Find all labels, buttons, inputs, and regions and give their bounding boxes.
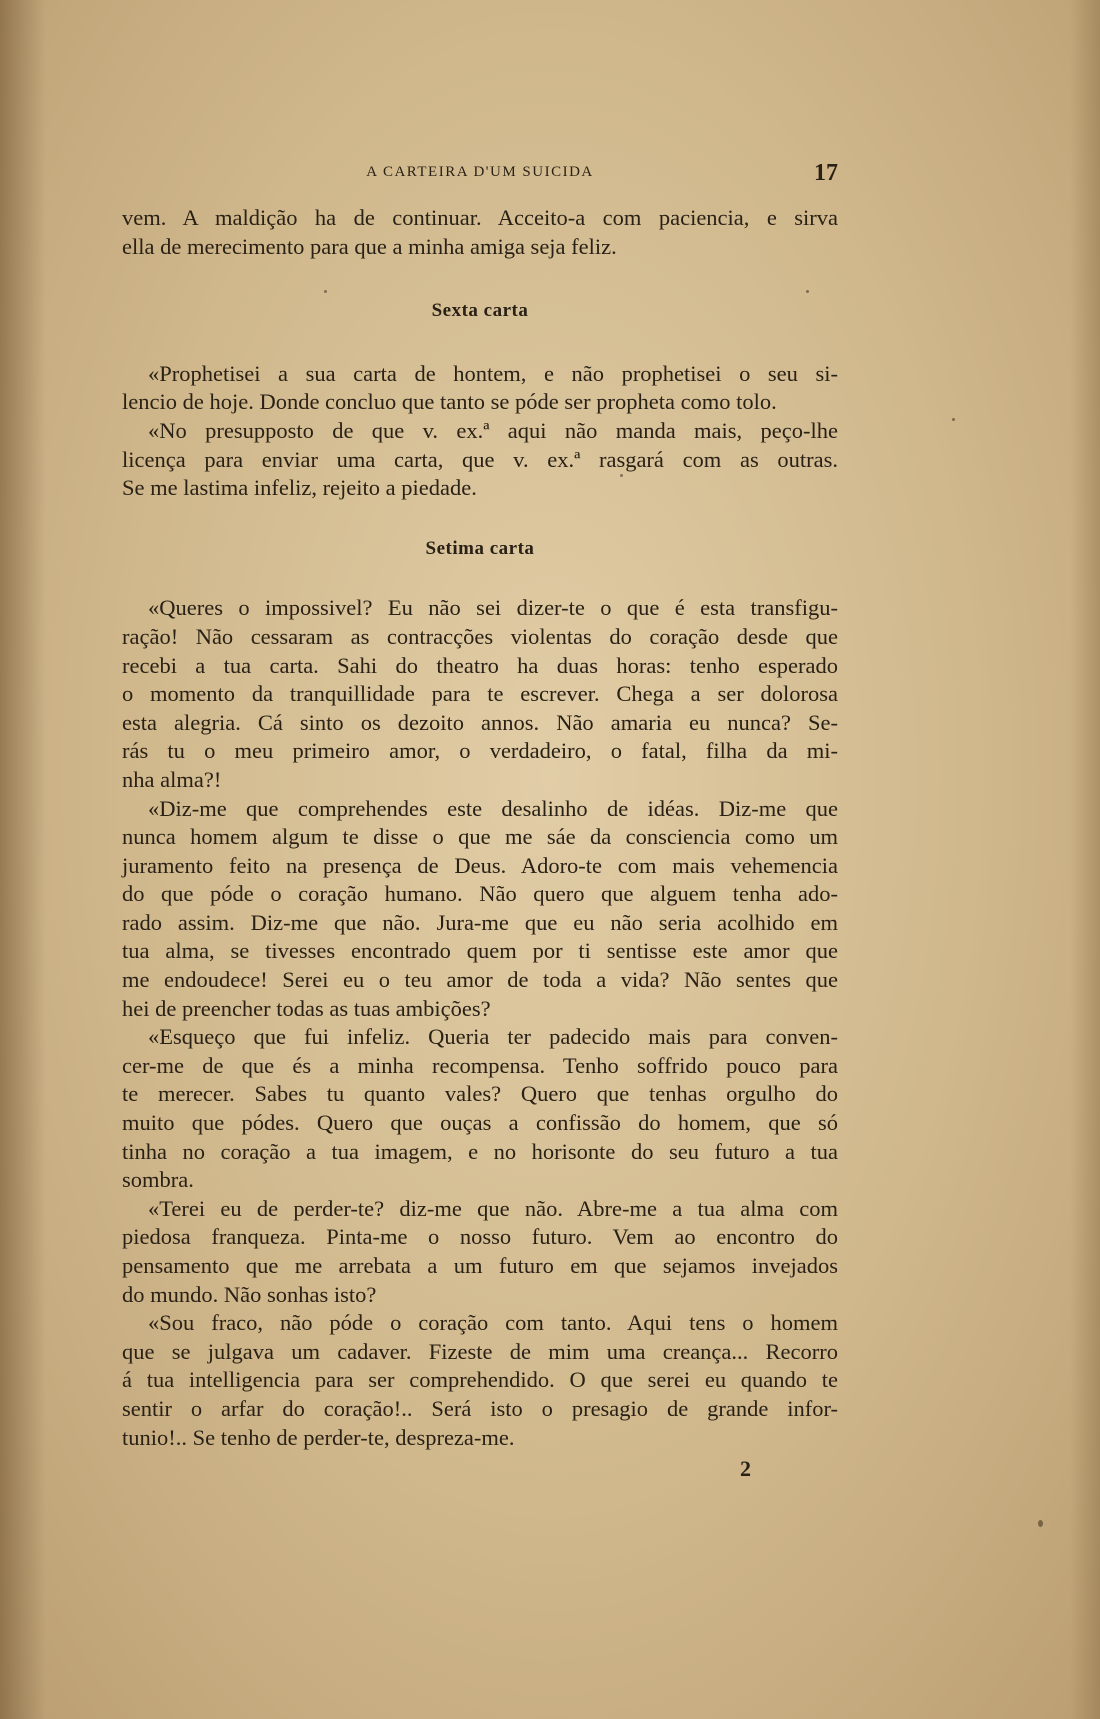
page-header xyxy=(122,160,838,190)
text-line: do mundo. Não sonhas isto? xyxy=(122,1281,377,1307)
text-line: tunio!.. Se tenho de perder-te, despreza-me. xyxy=(122,1424,515,1450)
text-line: esta alegria. Cá sinto os dezoito annos. Não amaria eu nunca? Se- xyxy=(122,709,838,735)
text-line: «Sou fraco, não póde o coração com tanto. Aqui tens o homem xyxy=(148,1310,838,1336)
section-heading-setima-carta: Setima carta xyxy=(425,537,535,559)
text-line: nha alma?! xyxy=(122,766,222,792)
letter-paragraph xyxy=(122,417,838,503)
running-title: A CARTEIRA D'UM SUICIDA xyxy=(366,164,594,180)
text-line: ração! Não cessaram as contracções violentas do coração desde que xyxy=(122,623,838,649)
text-line: pensamento que me arrebata a um futuro em que sejamos invejados xyxy=(122,1253,838,1278)
letter-paragraph xyxy=(122,1195,838,1309)
page-shadow-right xyxy=(1070,0,1100,1719)
text-line: te merecer. Sabes tu quanto vales? Quero que tenhas orgulho do xyxy=(122,1081,838,1107)
text-line: rado assim. Diz-me que não. Jura-me que eu não seria acolhido em xyxy=(122,909,838,935)
intro-paragraph xyxy=(122,204,838,261)
text-line: sombra. xyxy=(122,1167,194,1193)
signature-mark: 2 xyxy=(740,1456,751,1481)
text-line: recebi a tua carta. Sahi do theatro ha duas horas: tenho esperado xyxy=(122,652,838,678)
letter-paragraph xyxy=(122,360,838,417)
page-body xyxy=(122,204,838,1452)
text-line: que se julgava um cadaver. Fizeste de mim uma creança... Recorro xyxy=(122,1338,838,1364)
paper-speck xyxy=(806,290,809,293)
text-line: á tua intelligencia para ser comprehendido. O que serei eu quando te xyxy=(122,1367,838,1393)
text-line: tua alma, se tivesses encontrado quem por ti sentisse este amor que xyxy=(122,938,838,964)
text-line: «No presupposto de que v. ex.ª aqui não manda mais, peço-lhe xyxy=(148,417,838,443)
text-line: juramento feito na presença de Deus. Adoro-te com mais vehemencia xyxy=(122,852,838,878)
text-line: cer-me de que és a minha recompensa. Tenho soffrido pouco para xyxy=(122,1052,838,1078)
text-line: nunca homem algum te disse o que me sáe da consciencia como um xyxy=(122,824,838,850)
text-line: licença para enviar uma carta, que v. ex.ª rasgará com as outras. xyxy=(122,446,838,472)
text-line: sentir o arfar do coração!.. Será isto o presagio de grande infor- xyxy=(122,1395,838,1421)
text-line: ella de merecimento para que a minha amiga seja feliz. xyxy=(122,233,617,259)
text-line: hei de preencher todas as tuas ambições? xyxy=(122,995,491,1021)
text-line: piedosa franqueza. Pinta-me o nosso futuro. Vem ao encontro do xyxy=(122,1224,838,1250)
text-line: me endoudece! Serei eu o teu amor de toda a vida? Não sentes que xyxy=(122,967,838,993)
text-line: «Esqueço que fui infeliz. Queria ter padecido mais para conven- xyxy=(148,1024,838,1050)
section-heading-sexta-carta: Sexta carta xyxy=(431,300,529,322)
text-line: lencio de hoje. Donde concluo que tanto se póde ser propheta como tolo. xyxy=(122,389,777,415)
text-line: o momento da tranquillidade para te escrever. Chega a ser dolorosa xyxy=(122,681,838,707)
paper-speck xyxy=(1038,1520,1043,1527)
letter-paragraph xyxy=(122,1023,838,1195)
text-line: vem. A maldição ha de continuar. Acceito-a com paciencia, e sirva xyxy=(122,205,838,230)
text-line: tinha no coração a tua imagem, e no horisonte do seu futuro a tua xyxy=(122,1138,838,1164)
paper-speck xyxy=(952,418,955,421)
letter-paragraph xyxy=(122,1309,838,1452)
text-line: «Prophetisei a sua carta de hontem, e não prophetisei o seu si- xyxy=(148,360,838,386)
page-shadow-left xyxy=(0,0,46,1719)
letter-paragraph xyxy=(122,594,838,794)
text-line: «Queres o impossivel? Eu não sei dizer-te o que é esta transfigu- xyxy=(148,595,838,621)
letter-paragraph xyxy=(122,795,838,1024)
text-line: rás tu o meu primeiro amor, o verdadeiro, o fatal, filha da mi- xyxy=(122,738,838,764)
paper-speck xyxy=(620,474,623,477)
page-number: 17 xyxy=(814,160,838,186)
text-line: muito que pódes. Quero que ouças a confissão do homem, que só xyxy=(122,1110,838,1136)
text-line: Se me lastima infeliz, rejeito a piedade. xyxy=(122,475,477,501)
text-line: «Terei eu de perder-te? diz-me que não. Abre-me a tua alma com xyxy=(148,1195,838,1221)
text-line: «Diz-me que comprehendes este desalinho de idéas. Diz-me que xyxy=(148,795,838,821)
text-line: do que póde o coração humano. Não quero que alguem tenha ado- xyxy=(122,881,838,907)
paper-speck xyxy=(324,290,327,293)
